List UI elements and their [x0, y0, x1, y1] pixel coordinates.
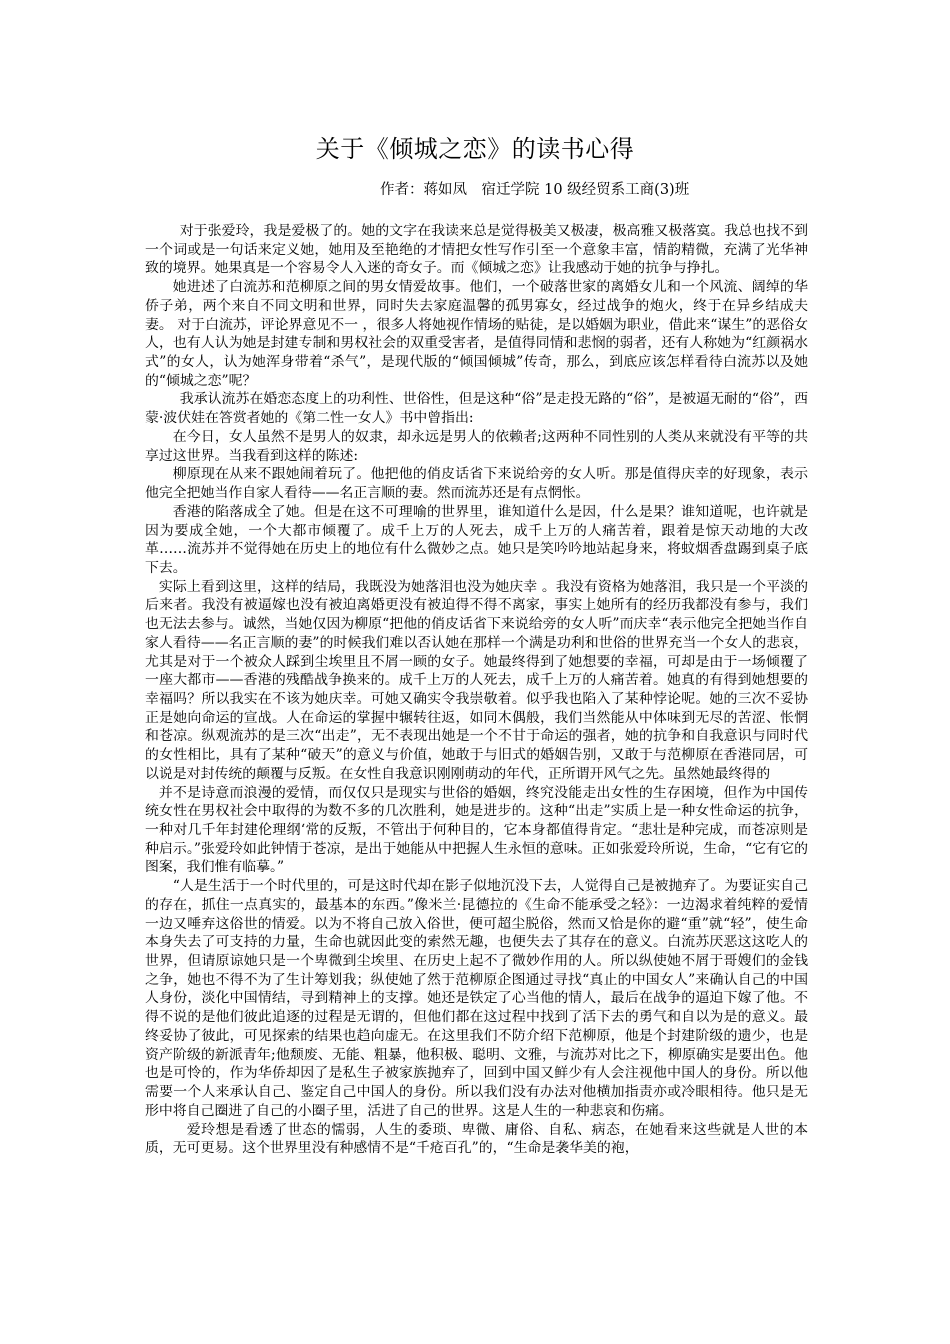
paragraph-7: 实际上看到这里，这样的结局，我既没为她落泪也没为她庆幸 。我没有资格为她落泪，我只是一个平淡的后来者。我没有被逼嫁也没有被迫离婚更没有被迫得不得不离家，事实上她所有的经历我都没有参与，我们也无法去参与。诚然，当她仅因为柳原“把他的俏皮话省下来说给旁的女人听”而庆幸“表示他完全把她当作自家人看待——名正言顺的妻”的时候我们难以否认她在那样一个满是功利和世俗的世界充当一个女人的悲哀，尤其是对于一个被众人踩到尘埃里且不屑一顾的女子。她最终得到了她想要的幸福，可却是由于一场倾覆了一座大都市——香港的残酷战争换来的。成千上万的人死去，成千上万的人痛苦着。她真的有得到她想要的幸福吗？所以我实在不该为她庆幸。可她又确实令我崇敬着。似乎我也陷入了某种悖论呢。她的三次不妥协正是她向命运的宣战。人在命运的掌握中辗转往返，如同木偶般，我们当然能从中体味到无尽的苦涩、怅惘和苍凉。纵观流苏的是三次“出走”，无不表现出她是一个不甘于命运的强者，她的抗争和自我意识与同时代的女性相比，具有了某种“破天”的意义与价值，她敢于与旧式的婚姻告别，又敢于与范柳原在香港同居，可以说是对封传统的颠覆与反叛。在女性自我意识刚刚萌动的年代，正所谓开风气之先。虽然她最终得的 — [145, 578, 808, 782]
document-title: 关于《倾城之恋》的读书心得 — [315, 135, 635, 163]
document-body — [145, 222, 808, 1158]
paragraph-6: 香港的陷落成全了她。但是在这不可理喻的世界里，谁知道什么是因，什么是果？谁知道呢，也许就是因为要成全她，一个大都市倾覆了。成千上万的人死去，成千上万的人痛苦着，跟着是惊天动地的大改革……流苏并不觉得她在历史上的地位有什么微妙之点。她只是笑吟吟地站起身来，将蚊烟香盘踢到桌子底下去。 — [145, 503, 808, 576]
paragraph-10: 爱玲想是看透了世态的懦弱，人生的委琐、卑微、庸俗、自私、病态，在她看来这些就是人世的本质，无可更易。这个世界里没有种感情不是“千疮百孔”的，“生命是袭华美的袍， — [145, 1121, 808, 1157]
author-byline: 作者：蒋如凤 宿迁学院 10 级经贸系工商(3)班 — [380, 182, 690, 198]
paragraph-5: 柳原现在从来不跟她闹着玩了。他把他的俏皮话省下来说给旁的女人听。那是值得庆幸的好现象，表示他完全把她当作自家人看待——名正言顺的妻。然而流苏还是有点惘怅。 — [145, 466, 808, 502]
paragraph-2: 她进述了白流苏和范柳原之间的男女情爱故事。他们，一个破落世家的离婚女儿和一个风流、阔绰的华侨子弟，两个来自不同文明和世界，同时失去家庭温馨的孤男寡女，经过战争的炮火，终于在异乡结成夫妻。 对于白流苏，评论界意见不一 ，很多人将她视作情场的贴徒，是以婚姻为职业，借此来“谋生”的恶俗女人，也有人认为她是封建专制和男权社会的双重受害者，是值得同情和悲悯的弱者，还有人称她为“红颜祸水式”的女人，认为她浑身带着“杀气”，是现代版的“倾国倾城”传奇，那么，到底应该怎样看待白流苏以及她的“倾城之恋”呢？ — [145, 279, 808, 389]
paragraph-4: 在今日，女人虽然不是男人的奴隶，却永远是男人的依赖者;这两种不同性别的人类从来就没有平等的共享过这世界。当我看到这样的陈述: — [145, 428, 808, 464]
paragraph-8: 并不是诗意而浪漫的爱情，而仅仅只是现实与世俗的婚姻，终究没能走出女性的生存困境，但作为中国传统女性在男权社会中取得的为数不多的几次胜利，她是进步的。这种“出走”实质上是一种女性命运的抗争，一种对几千年封建伦理纲‘常的反叛，不管出于何种目的，它本身都值得肯定。“悲壮是种完成，而苍凉则是种启示。”张爱玲如此钟情于苍凉，是出于她能从中把握人生永恒的意味。正如张爱玲所说，生命，“它有它的图案，我们惟有临摹。” — [145, 784, 808, 876]
paragraph-1: 对于张爱玲，我是爱极了的。她的文字在我读来总是觉得极美又极凄，极高雅又极落寞。我总也找不到一个词或是一句话来定义她，她用及至艳绝的才情把女性写作引至一个意象丰富，情韵精微，充满了光华神致的境界。她果真是一个容易令人入迷的奇女子。而《倾城之恋》让我感动于她的抗争与挣扎。 — [145, 223, 808, 277]
paragraph-3: 我承认流苏在婚恋态度上的功利性、世俗性，但是这种“俗”是走投无路的“俗”，是被逼无耐的“俗”，西蒙·波伏娃在答赏者她的《第二性一女人》书中曾指出: — [145, 391, 808, 427]
paragraph-9: “人是生活于一个时代里的，可是这时代却在影子似地沉没下去，人觉得自己是被抛弃了。为要证实自己的存在，抓住一点真实的，最基本的东西。”像米兰·昆德拉的《生命不能承受之轻》：一边渴求着纯粹的爱情一边又唾弃这俗世的情爱。以为不将自己放入俗世，便可超尘脱俗，然而又恰是你的避“重”就“轻”，使生命本身失去了可支持的力量，生命也就因此变的索然无趣，也便失去了其存在的意义。白流苏厌恶这这吃人的世界，但请原谅她只是一个卑微到尘埃里、在历史上起不了微妙作用的人。所以纵使她不屑于哥嫂们的金钱之争，她也不得不为了生计筹划我；纵使她了然于范柳原企图通过寻找“真止的中国女人”来确认自己的中国人身份，淡化中国情结，寻到精神上的支撑。她还是铁定了心当他的情人，最后在战争的逼迫下嫁了他。不得不说的是他们彼此追逐的过程是无谓的，但他们都在这过程中找到了活下去的勇气和自以为是的意义。最终妥协了彼此，可见探索的结果也趋向虚无。在这里我们不防介绍下范柳原，他是个封建阶级的遗少，也是资产阶级的新派青年;他颓废、无能、粗暴，他积极、聪明、文雅，与流苏对比之下，柳原确实是要出色。他也是可怜的，作为华侨却因了是私生子被家族抛弃了，回到中国又鲜少有人会注视他中国人的身份。所以他需要一个人来承认自己、鉴定自己中国人的身份。所以我们没有办法对他横加指责亦或冷眼相待。他只是无形中将自己圈进了自己的小圈子里，活进了自己的世界。这是人生的一种悲哀和伤痛。 — [145, 878, 808, 1119]
